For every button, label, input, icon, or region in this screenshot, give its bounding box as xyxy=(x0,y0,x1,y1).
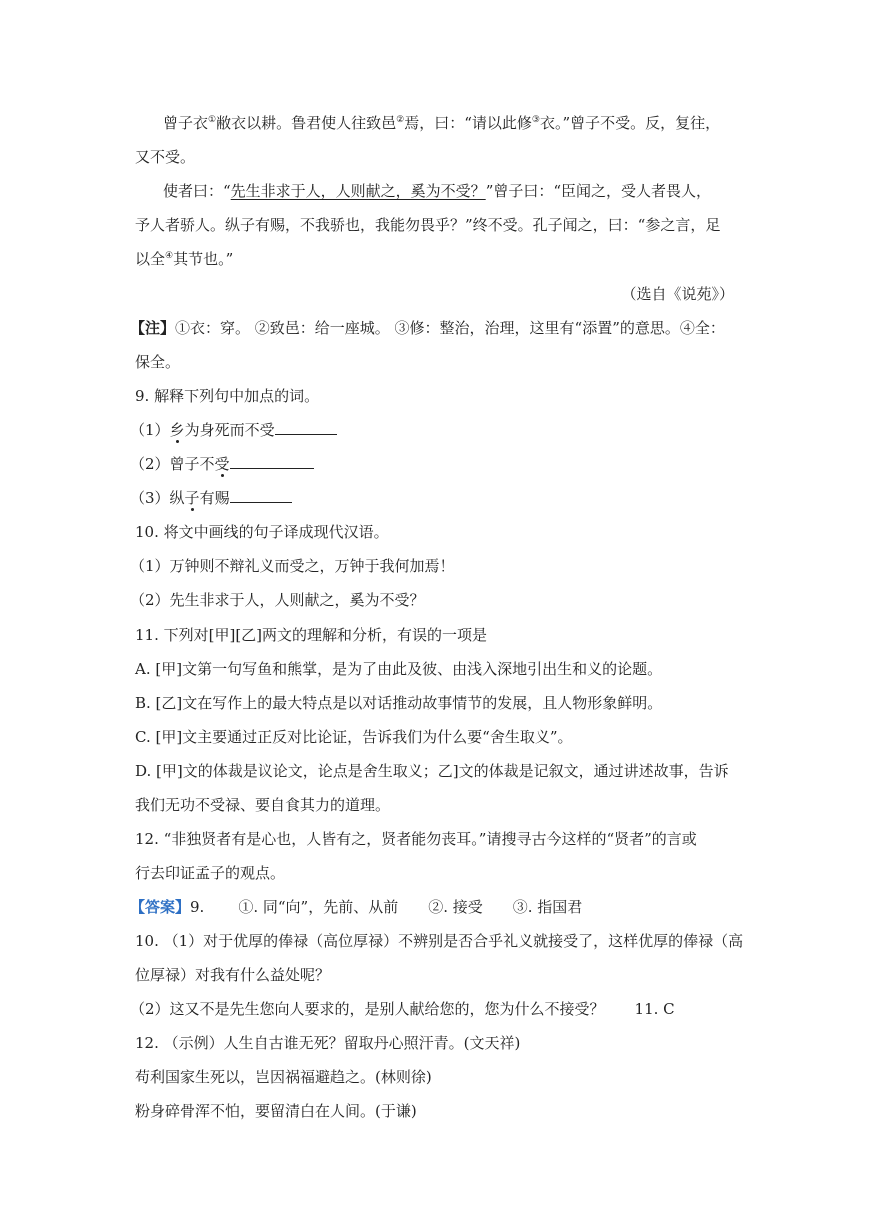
text: 焉，曰：“请以此修 xyxy=(404,114,532,132)
dotted-word: 乡 xyxy=(169,421,185,439)
answer-12-line-2: 苟利国家生死以，岂因祸福避趋之。(林则徐) xyxy=(135,1068,432,1086)
text: ③. 指国君 xyxy=(512,898,583,916)
question-9-item-2 xyxy=(130,454,730,474)
underlined-sentence: 先生非求于人，人则献之，奚为不受？ xyxy=(230,182,486,200)
question-10-item-1: （1）万钟则不辩礼义而受之，万钟于我何加焉！ xyxy=(130,557,455,575)
note-marker: ③ xyxy=(531,115,540,125)
text: ”曾子曰：“臣闻之，受人者畏人， xyxy=(485,182,712,200)
notes-label: 【注】 xyxy=(130,319,176,337)
text: （3）纵 xyxy=(130,489,185,507)
passage-line-2: 又不受。 xyxy=(135,148,196,166)
question-9-item-1 xyxy=(130,420,730,440)
question-11-option-c: C. [甲]文主要通过正反对比论证，告诉我们为什么要“舍生取义”。 xyxy=(135,728,573,746)
passage-line-4: 予人者骄人。纵子有赐，不我骄也，我能勿畏乎？”终不受。孔子闻之，曰：“参之言，足 xyxy=(135,216,721,234)
text: ①衣：穿。 ②致邑：给一座城。 ③修：整治，治理，这里有“添置”的意思。④全： xyxy=(175,319,725,337)
answer-12-line-1: 12. （示例）人生自古谁无死？留取丹心照汗青。(文天祥) xyxy=(135,1034,521,1052)
passage-line-5 xyxy=(135,249,735,269)
text: ①. 同“向”，先前、从前 xyxy=(238,898,399,916)
text: 9. xyxy=(190,898,205,916)
text: （1） xyxy=(130,421,170,439)
text: 为身死而不受 xyxy=(184,421,275,439)
text: 使者曰：“ xyxy=(163,182,231,200)
passage-source: （选自《说苑》） xyxy=(621,285,734,303)
question-11-option-b: B. [乙]文在写作上的最大特点是以对话推动故事情节的发展，且人物形象鲜明。 xyxy=(135,694,663,712)
answer-blank[interactable] xyxy=(230,454,314,469)
question-12-line-2: 行去印证孟子的观点。 xyxy=(135,864,286,882)
passage-line-3 xyxy=(163,181,763,201)
question-11-option-d-line-2: 我们无功不受禄、要自食其力的道理。 xyxy=(135,796,391,814)
text: 曾子衣 xyxy=(163,114,209,132)
passage-line-1 xyxy=(163,113,763,133)
answer-label: 【答案】 xyxy=(130,898,191,916)
answer-blank[interactable] xyxy=(275,420,337,435)
text: （2）这又不是先生您向人要求的，是别人献给您的，您为什么不接受？ xyxy=(130,1000,605,1018)
text: （2）曾子不 xyxy=(130,455,215,473)
question-10-stem: 10. 将文中画线的句子译成现代汉语。 xyxy=(135,523,389,541)
answer-9 xyxy=(130,897,730,917)
answer-11: 11. C xyxy=(634,1000,675,1018)
question-12-line-1: 12. “非独贤者有是心也，人皆有之，贤者能勿丧耳。”请搜寻古今这样的“贤者”的言或 xyxy=(135,830,697,848)
notes-line-1 xyxy=(130,318,730,338)
question-11-stem: 11. 下列对[甲][乙]两文的理解和分析，有误的一项是 xyxy=(135,626,488,644)
answer-blank[interactable] xyxy=(230,488,292,503)
dotted-word: 子 xyxy=(184,489,200,507)
answer-10-line-3 xyxy=(130,999,730,1019)
answer-12-line-3: 粉身碎骨浑不怕，要留清白在人间。(于谦) xyxy=(135,1102,417,1120)
question-9-item-3 xyxy=(130,488,730,508)
dotted-word: 受 xyxy=(214,455,230,473)
note-marker: ① xyxy=(208,115,217,125)
answer-10-line-1: 10. （1）对于优厚的俸禄（高位厚禄）不辨别是否合乎礼义就接受了，这样优厚的俸禄（高 xyxy=(135,932,744,950)
note-marker: ② xyxy=(396,115,405,125)
text: 以全 xyxy=(135,250,166,268)
text: 有赐 xyxy=(199,489,230,507)
text: 敝衣以耕。鲁君使人往致邑 xyxy=(216,114,397,132)
question-11-option-a: A. [甲]文第一句写鱼和熊掌，是为了由此及彼、由浅入深地引出生和义的论题。 xyxy=(135,660,663,678)
note-marker: ④ xyxy=(165,251,174,261)
question-11-option-d-line-1: D. [甲]文的体裁是议论文，论点是舍生取义；乙]文的体裁是记叙文，通过讲述故事，告诉 xyxy=(135,762,729,780)
answer-10-line-2: 位厚禄）对我有什么益处呢？ xyxy=(135,966,331,984)
text: 衣。”曾子不受。反，复往， xyxy=(539,114,721,132)
notes-line-2: 保全。 xyxy=(135,353,181,371)
question-9-stem: 9. 解释下列句中加点的词。 xyxy=(135,387,320,405)
text: 其节也。” xyxy=(173,250,234,268)
question-10-item-2: （2）先生非求于人，人则献之，奚为不受？ xyxy=(130,591,425,609)
text: ②. 接受 xyxy=(428,898,483,916)
